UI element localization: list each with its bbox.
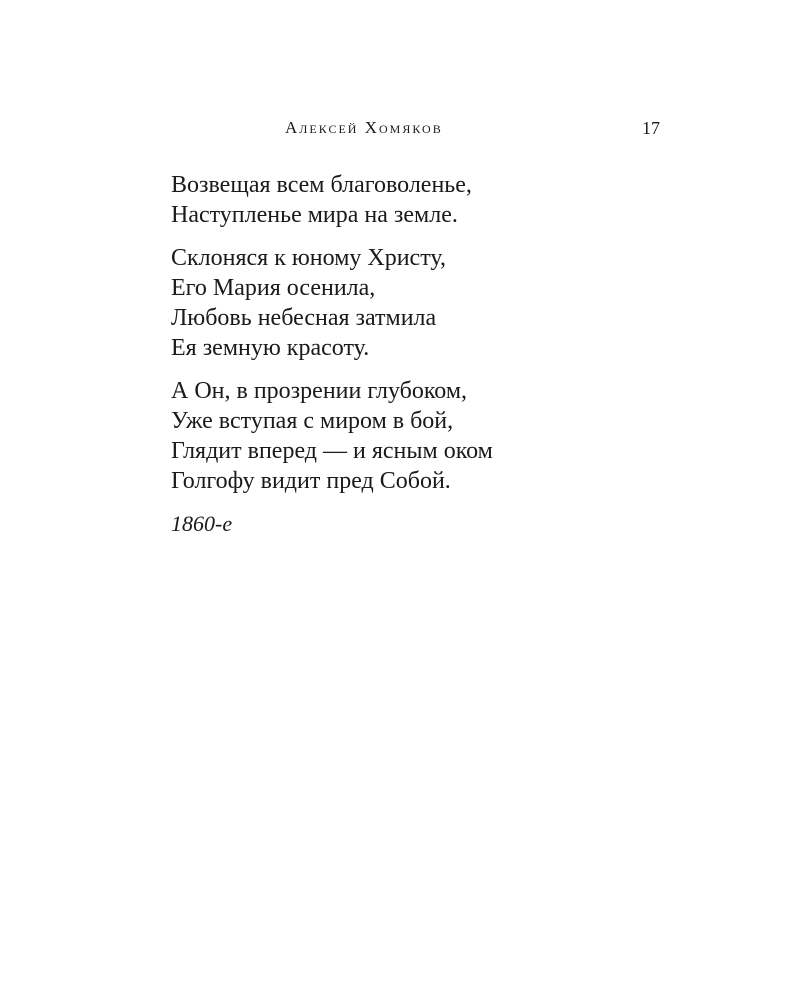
stanza-1	[171, 170, 691, 230]
poem-line: Склоняся к юному Христу,	[171, 245, 446, 271]
poem-line: Любовь небесная затмила	[171, 305, 437, 331]
poem-line: Ея земную красоту.	[171, 335, 370, 361]
poem-line: Голгофу видит пред Собой.	[171, 468, 451, 494]
running-head-author: Алексей Хомяков	[285, 118, 443, 137]
poem	[171, 170, 691, 539]
poem-line: Глядит вперед — и ясным оком	[171, 438, 493, 464]
poem-line: Его Мария осенила,	[171, 275, 376, 301]
page-number: 17	[642, 118, 660, 138]
stanza-2	[171, 243, 691, 363]
poem-line: А Он, в прозрении глубоком,	[171, 378, 468, 404]
poem-date: 1860-е	[171, 511, 233, 536]
poem-line: Уже вступая с миром в бой,	[171, 408, 454, 434]
running-head	[160, 118, 660, 142]
stanza-3	[171, 376, 691, 496]
poem-line: Наступленье мира на земле.	[171, 202, 458, 228]
poem-line: Возвещая всем благоволенье,	[171, 172, 472, 198]
